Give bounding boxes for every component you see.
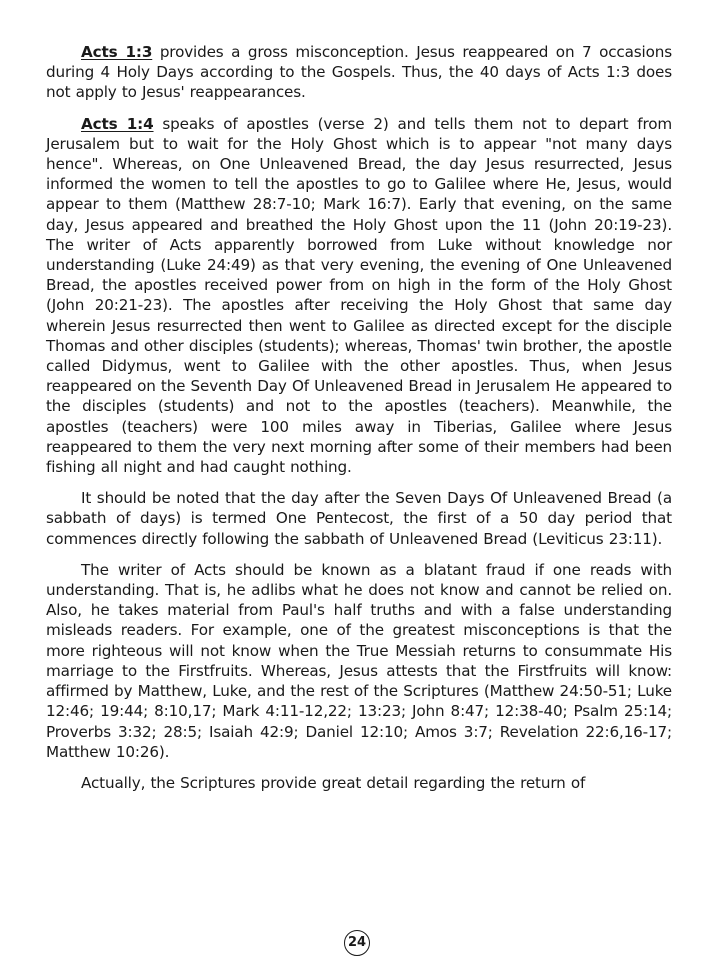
paragraph-text: provides a gross misconception. Jesus reappeared on 7 occasions during 4 Holy Days according to the Gospels. Thus, the 40 days of Acts 1:3 does not apply to Jesus' reappearances.: [46, 43, 672, 102]
scripture-reference: Acts 1:3: [81, 43, 153, 61]
page-body: [46, 42, 672, 804]
page-number: 24: [344, 930, 370, 956]
paragraph-text: speaks of apostles (verse 2) and tells them not to depart from Jerusalem but to wait for the Holy Ghost which is to appear "not many days hence". Whereas, on One Unleavened Bread, the day Jesus resurrected, Jesus informed the women to tell the apostles to go to Galilee where He, Jesus, would appear to them (Matthew 28:7-10; Mark 16:7). Early that evening, on the same day, Jesus appeared and breathed the Holy Ghost upon the 11 (John 20:19-23). The writer of Acts apparently borrowed from Luke without knowledge nor understanding (Luke 24:49) as that very evening, the evening of One Unleavened Bread, the apostles received power from on high in the form of the Holy Ghost (John 20:21-23). The apostles after receiving the Holy Ghost that same day wherein Jesus resurrected then went to Galilee as directed except for the disciple Thomas and other disciples (students); whereas, Thomas' twin brother, the apostle called Didymus, went to Galilee with the other apostles. Thus, when Jesus reappeared on the Seventh Day Of Unleavened Bread in Jerusalem He appeared to the disciples (students) and not to the apostles (teachers). Meanwhile, the apostles (teachers) were 100 miles away in Tiberias, Galilee where Jesus reappeared to them the very next morning after some of their members had been fishing all night and had caught nothing.: [46, 114, 673, 477]
paragraph-acts-1-4: [46, 114, 672, 478]
paragraph-writer-of-acts: The writer of Acts should be known as a blatant fraud if one reads with understanding. That is, he adlibs what he does not know and cannot be relied on. Also, he takes material from Paul's half truths and with a false understanding misleads readers. For example, one of the greatest misconceptions is that the more righteous will not know when the True Messiah returns to consummate His marriage to the Firstfruits. Whereas, Jesus attests that the Firstfruits will know: affirmed by Matthew, Luke, and the rest of the Scriptures (Matthew 24:50-51; Luke 12:46; 19:44; 8:10,17; Mark 4:11-12,22; 13:23; John 8:47; 12:38-40; Psalm 25:14; Proverbs 3:32; 28:5; Isaiah 42:9; Daniel 12:10; Amos 3:7; Revelation 22:6,16-17; Matthew 10:26).: [46, 560, 672, 761]
paragraph-scriptures-detail: Actually, the Scriptures provide great detail regarding the return of: [81, 773, 586, 792]
paragraph-acts-1-3: [46, 42, 672, 103]
scripture-reference: Acts 1:4: [81, 114, 154, 133]
paragraph-pentecost: It should be noted that the day after the Seven Days Of Unleavened Bread (a sabbath of days) is termed One Pentecost, the first of a 50 day period that commences directly following the sabbath of Unleavened Bread (Leviticus 23:11).: [46, 489, 672, 548]
